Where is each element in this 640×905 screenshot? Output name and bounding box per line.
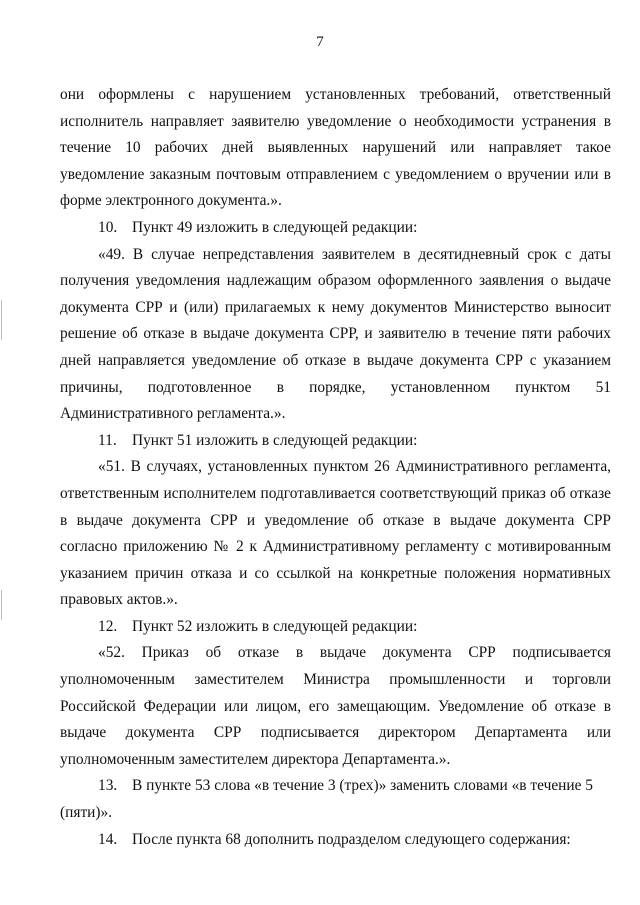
scan-edge-mark [1, 300, 2, 340]
list-item-12 [60, 614, 611, 641]
item-text: В пункте 53 слова «в течение 3 (трех)» заменить словами «в течение 5 (пяти)». [60, 777, 593, 822]
item-text: Пункт 51 изложить в следующей редакции: [132, 431, 418, 449]
item-number: 12. [98, 617, 118, 635]
paragraph-clause-51: «51. В случаях, установленных пунктом 26 Административного регламента, ответственным исполнителем подготавливается соответствующий приказ об отказе в выдаче документа СРР и уведомление об отказе в выдаче документа СРР согласно приложению № 2 к Административному регламенту с мотивированным указанием причин отказа и со ссылкой на конкретные положения нормативных правовых актов.». [60, 458, 611, 609]
item-number: 14. [98, 830, 118, 848]
item-text: Пункт 49 изложить в следующей редакции: [132, 218, 418, 236]
paragraph-clause-52: «52. Приказ об отказе в выдаче документа СРР подписывается уполномоченным заместителем Министра промышленности и торговли Российской Федерации или лицом, его замещающим. Уведомление об отказе в выдаче документа СРР подписывается директором Департамента или уполномоченным заместителем директора Департамента.». [60, 644, 611, 768]
list-item-14 [60, 827, 611, 854]
list-item-10 [60, 215, 611, 242]
paragraph-continuation: они оформлены с нарушением установленных требований, ответственный исполнитель направляет заявителю уведомление о необходимости устранения в течение 10 рабочих дней выявленных нарушений или направляет такое уведомление заказным почтовым отправлением с уведомлением о вручении или в форме электронного документа.». [60, 86, 611, 210]
document-body [60, 82, 611, 853]
list-item-13 [60, 773, 611, 826]
item-text: Пункт 52 изложить в следующей редакции: [132, 617, 418, 635]
item-number: 11. [98, 431, 117, 449]
item-number: 10. [98, 218, 118, 236]
item-text: После пункта 68 дополнить подразделом следующего содержания: [132, 830, 571, 848]
page-number: 7 [316, 34, 324, 50]
paragraph-clause-49: «49. В случае непредставления заявителем в десятидневный срок с даты получения уведомления надлежащим образом оформленного заявления о выдаче документа СРР и (или) прилагаемых к нему документов Министерство выносит решение об отказе в выдаче документа СРР, и заявителю в течение пяти рабочих дней направляется уведомление об отказе в выдаче документа СРР с указанием причины, подготовленное в порядке, установленном пунктом 51 Административного регламента.». [60, 245, 611, 423]
list-item-11 [60, 428, 611, 455]
scan-edge-mark [1, 590, 2, 620]
item-number: 13. [98, 777, 118, 795]
